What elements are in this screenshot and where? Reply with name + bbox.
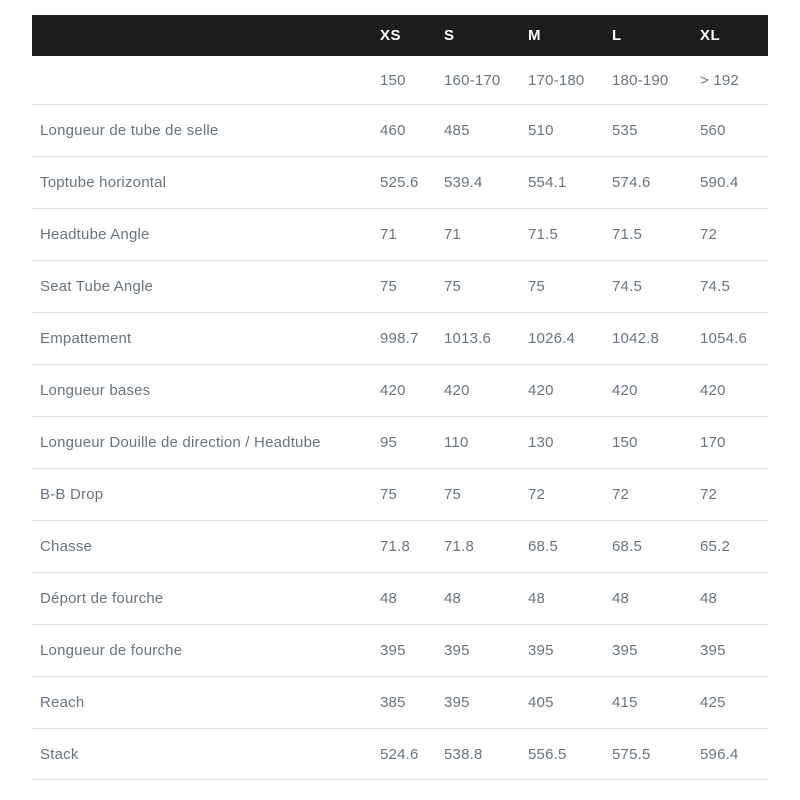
rider-height-row: [32, 56, 768, 104]
row-label: B-B Drop: [40, 486, 104, 503]
table-row: [32, 416, 768, 468]
cell-value: 65.2: [700, 538, 730, 555]
cell-value: 395: [700, 642, 726, 659]
cell-value: 1054.6: [700, 330, 748, 347]
cell-value: 425: [700, 694, 726, 711]
cell-value: 460: [380, 122, 406, 139]
row-label: Longueur bases: [40, 382, 151, 399]
cell-value: 71.8: [380, 538, 410, 555]
rider-height-value: 170-180: [528, 71, 585, 89]
table-row: [32, 728, 768, 780]
table-row: [32, 312, 768, 364]
cell-value: 574.6: [612, 174, 651, 191]
cell-value: 71.5: [612, 226, 642, 243]
cell-value: 395: [444, 642, 470, 659]
cell-value: 75: [528, 278, 546, 295]
cell-value: 395: [528, 642, 554, 659]
table-row: [32, 208, 768, 260]
cell-value: 71.5: [528, 226, 558, 243]
cell-value: 72: [528, 486, 546, 503]
cell-value: 68.5: [612, 538, 642, 555]
size-header-row: [32, 15, 768, 56]
cell-value: 72: [700, 486, 718, 503]
cell-value: 71.8: [444, 538, 474, 555]
row-label: Longueur de fourche: [40, 642, 183, 659]
size-column-header: S: [444, 27, 455, 44]
row-label: Longueur de tube de selle: [40, 122, 219, 139]
cell-value: 75: [444, 278, 462, 295]
cell-value: 395: [612, 642, 638, 659]
cell-value: 74.5: [612, 278, 642, 295]
table-row: [32, 156, 768, 208]
rider-height-value: 150: [380, 71, 406, 89]
cell-value: 71: [380, 226, 398, 243]
cell-value: 75: [380, 278, 398, 295]
cell-value: 71: [444, 226, 462, 243]
cell-value: 590.4: [700, 174, 739, 191]
rider-height-value: 180-190: [612, 71, 669, 89]
cell-value: 395: [380, 642, 406, 659]
cell-value: 385: [380, 694, 406, 711]
cell-value: 539.4: [444, 174, 483, 191]
table-row: [32, 676, 768, 728]
cell-value: 485: [444, 122, 470, 139]
rider-height-value: 160-170: [444, 71, 501, 89]
size-column-header: XL: [700, 27, 721, 44]
size-column-header: L: [612, 27, 622, 44]
size-column-header: M: [528, 27, 541, 44]
size-column-header: XS: [380, 27, 402, 44]
cell-value: 68.5: [528, 538, 558, 555]
table-row: [32, 260, 768, 312]
cell-value: 420: [528, 382, 554, 399]
cell-value: 510: [528, 122, 554, 139]
row-label: Stack: [40, 745, 79, 763]
cell-value: 130: [528, 434, 554, 451]
cell-value: 554.1: [528, 174, 567, 191]
cell-value: 48: [444, 590, 462, 607]
cell-value: 48: [528, 590, 546, 607]
table-row: [32, 520, 768, 572]
cell-value: 405: [528, 694, 554, 711]
cell-value: 74.5: [700, 278, 730, 295]
cell-value: 596.4: [700, 745, 739, 763]
cell-value: 72: [612, 486, 630, 503]
cell-value: 524.6: [380, 745, 419, 763]
cell-value: 420: [380, 382, 406, 399]
cell-value: 575.5: [612, 745, 651, 763]
cell-value: 556.5: [528, 745, 567, 763]
cell-value: 95: [380, 434, 398, 451]
row-label: Longueur Douille de direction / Headtube: [40, 434, 321, 451]
cell-value: 420: [444, 382, 470, 399]
cell-value: 415: [612, 694, 638, 711]
cell-value: 75: [380, 486, 398, 503]
cell-value: 420: [700, 382, 726, 399]
row-label: Toptube horizontal: [40, 174, 167, 191]
table-row: [32, 572, 768, 624]
cell-value: 48: [380, 590, 398, 607]
table-row: [32, 104, 768, 156]
cell-value: 420: [612, 382, 638, 399]
table-row: [32, 624, 768, 676]
table-body: [32, 104, 768, 780]
row-label: Reach: [40, 694, 85, 711]
rider-height-value: > 192: [700, 71, 739, 89]
geometry-table: [32, 15, 768, 780]
table-row: [32, 468, 768, 520]
cell-value: 1013.6: [444, 330, 492, 347]
cell-value: 1042.8: [612, 330, 660, 347]
cell-value: 535: [612, 122, 638, 139]
row-label: Empattement: [40, 330, 132, 347]
cell-value: 72: [700, 226, 718, 243]
cell-value: 538.8: [444, 745, 483, 763]
cell-value: 560: [700, 122, 726, 139]
cell-value: 150: [612, 434, 638, 451]
cell-value: 170: [700, 434, 726, 451]
cell-value: 48: [700, 590, 718, 607]
cell-value: 48: [612, 590, 630, 607]
table-row: [32, 364, 768, 416]
cell-value: 1026.4: [528, 330, 576, 347]
cell-value: 395: [444, 694, 470, 711]
cell-value: 525.6: [380, 174, 419, 191]
cell-value: 75: [444, 486, 462, 503]
row-label: Chasse: [40, 538, 93, 555]
cell-value: 110: [444, 434, 469, 451]
row-label: Déport de fourche: [40, 590, 164, 607]
row-label: Headtube Angle: [40, 226, 150, 243]
row-label: Seat Tube Angle: [40, 278, 154, 295]
cell-value: 998.7: [380, 330, 419, 347]
